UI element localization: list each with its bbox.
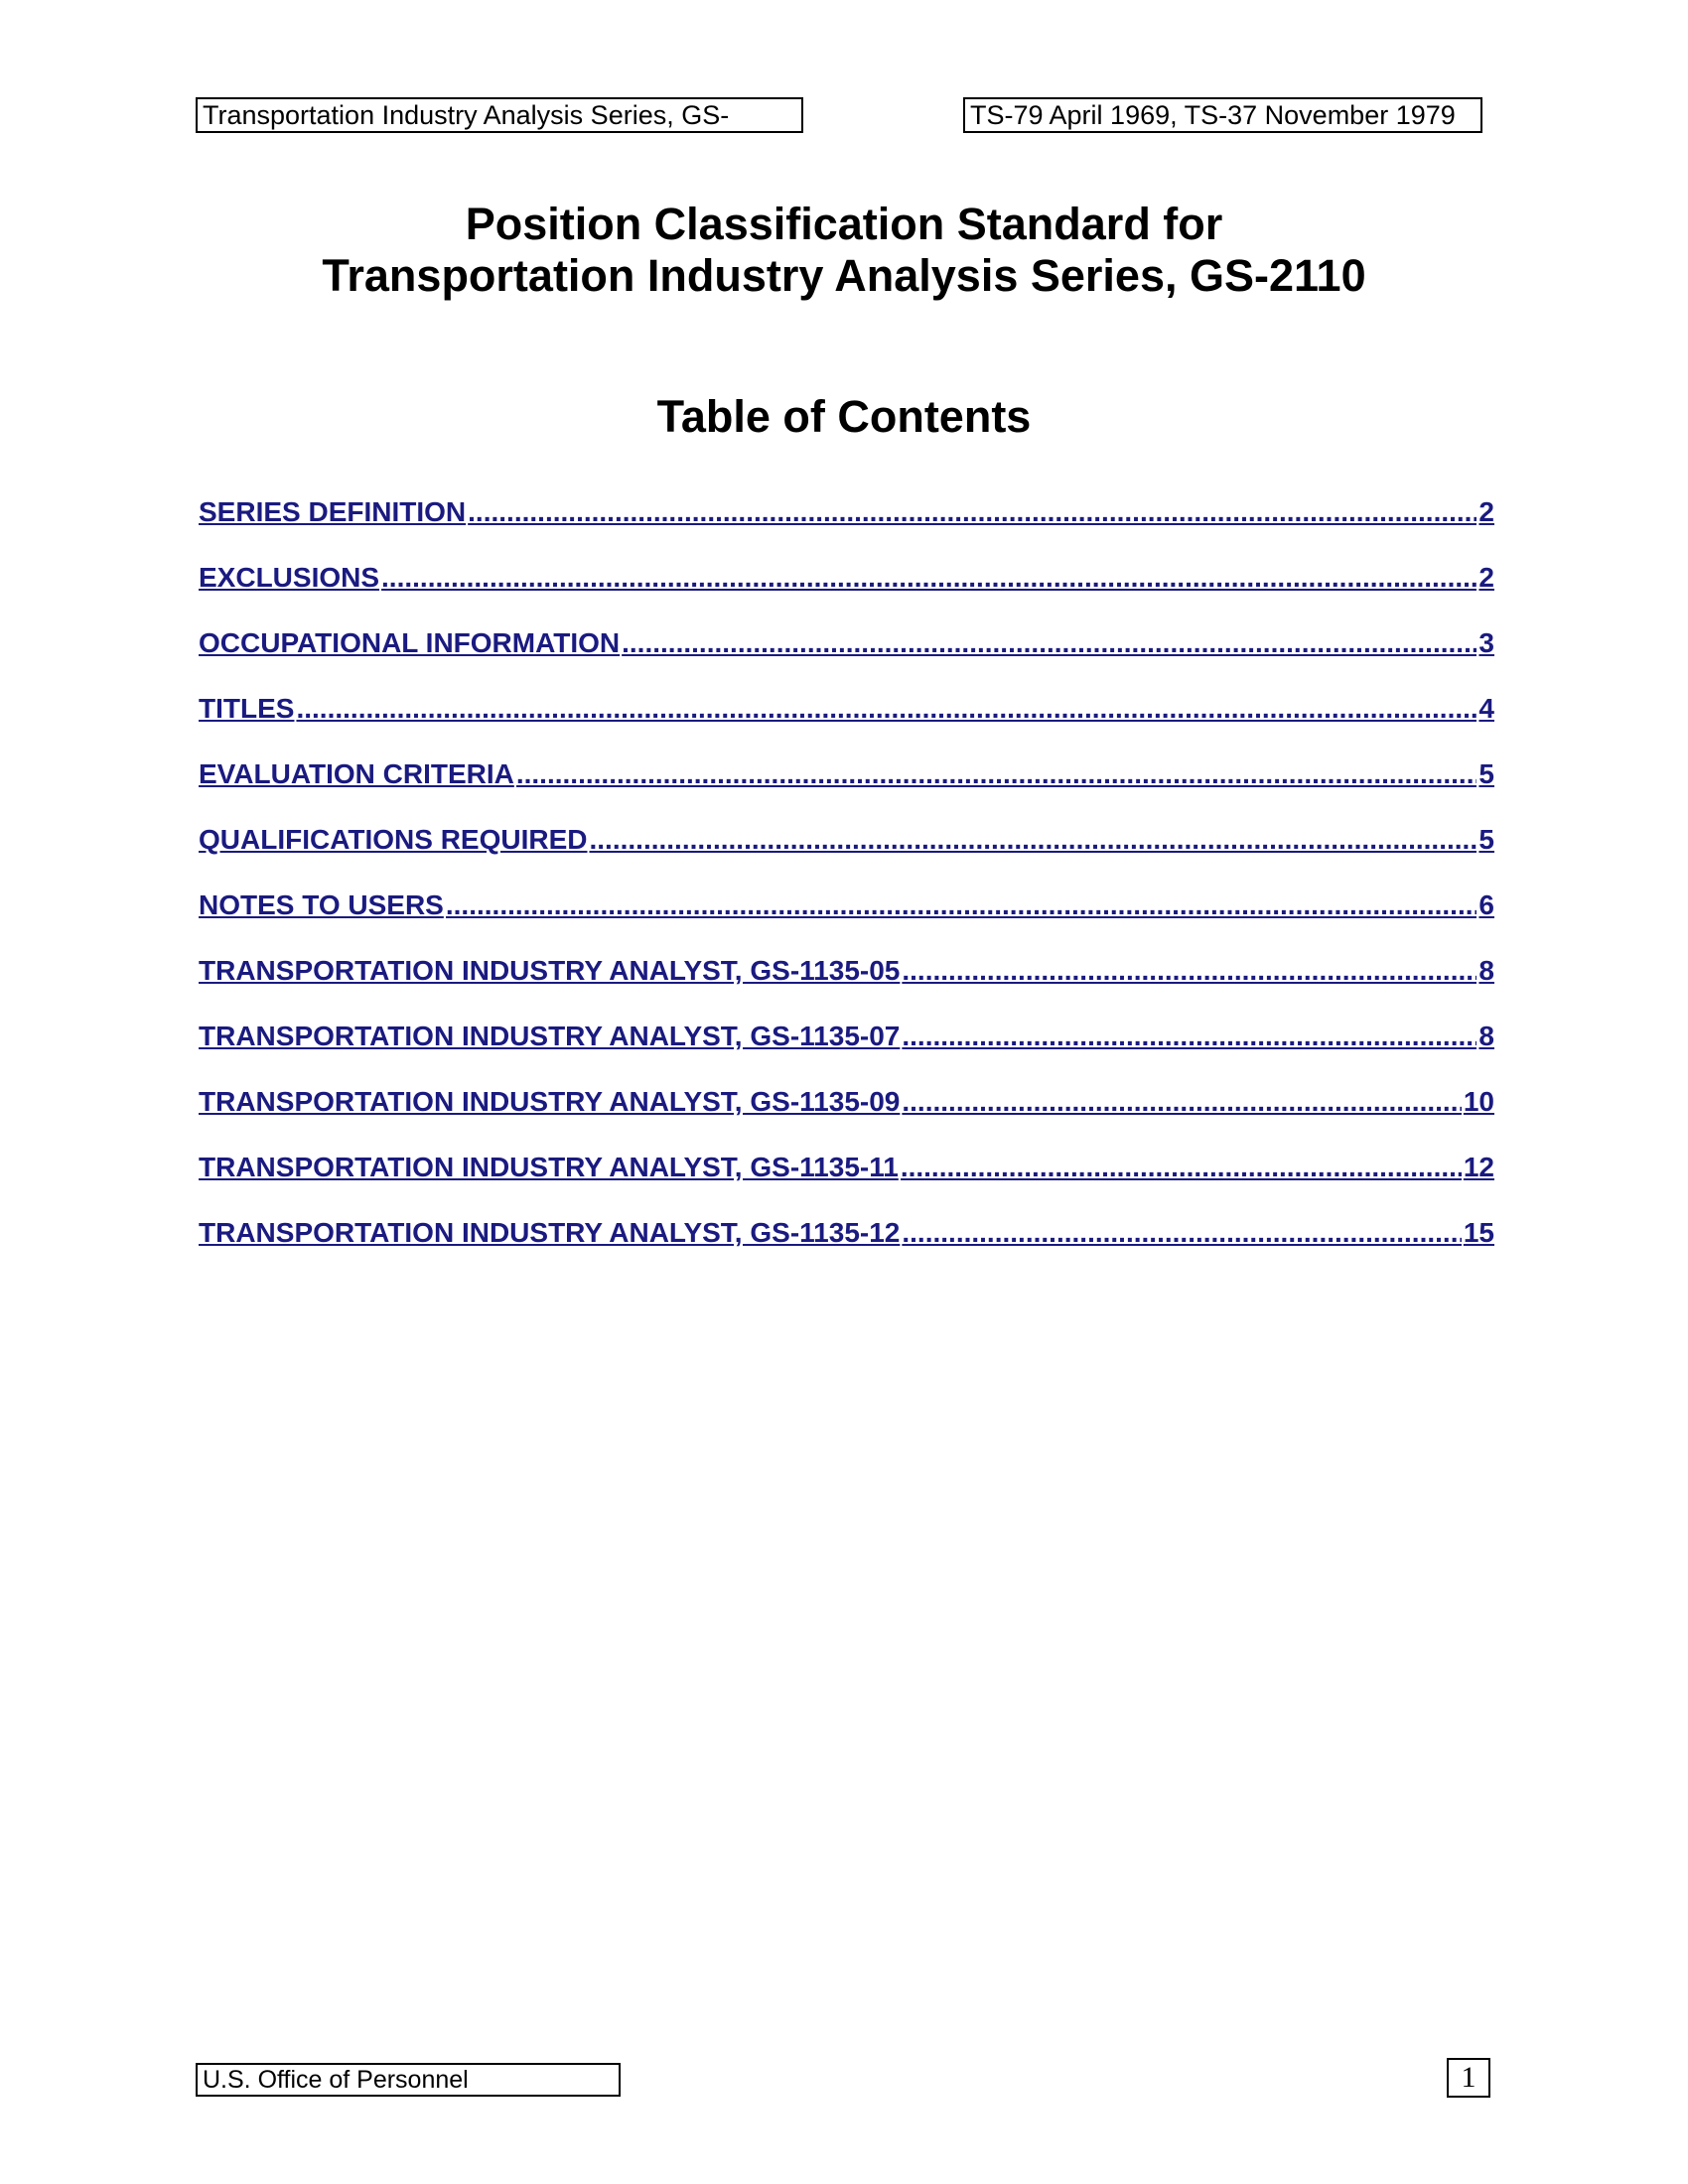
toc-dot-leader	[446, 886, 1477, 925]
toc-entry-label: TRANSPORTATION INDUSTRY ANALYST, GS-1135-05	[199, 955, 901, 986]
toc-dot-leader	[296, 689, 1477, 729]
toc-entry-page: 5	[1478, 758, 1494, 789]
toc-dot-leader	[622, 623, 1477, 663]
header-series-box: Transportation Industry Analysis Series, GS-	[196, 97, 803, 133]
toc-entry-label: SERIES DEFINITION	[199, 496, 467, 527]
toc-entry-label: TITLES	[199, 693, 295, 724]
toc-entry-qualifications-required[interactable]	[199, 820, 1494, 886]
toc-entry-page: 3	[1478, 627, 1494, 658]
toc-entry-page: 2	[1478, 496, 1494, 527]
toc-entry-page: 10	[1463, 1086, 1494, 1117]
toc-dot-leader	[902, 1213, 1461, 1253]
toc-entry-page: 4	[1478, 693, 1494, 724]
toc-entry-page: 2	[1478, 562, 1494, 593]
toc-entry-titles[interactable]	[199, 689, 1494, 754]
toc-entry-label: TRANSPORTATION INDUSTRY ANALYST, GS-1135-11	[199, 1152, 899, 1182]
toc-entry-analyst-gs-12[interactable]	[199, 1213, 1494, 1279]
toc-entry-label: OCCUPATIONAL INFORMATION	[199, 627, 621, 658]
toc-entry-page: 8	[1478, 955, 1494, 986]
header-date-box: TS-79 April 1969, TS-37 November 1979	[963, 97, 1482, 133]
toc-entry-notes-to-users[interactable]	[199, 886, 1494, 951]
toc-dot-leader	[902, 1017, 1477, 1056]
footer-agency-box: U.S. Office of Personnel	[196, 2063, 621, 2097]
toc-entry-exclusions[interactable]	[199, 558, 1494, 623]
toc-entry-occupational-information[interactable]	[199, 623, 1494, 689]
document-title-line2: Transportation Industry Analysis Series, GS-2110	[322, 250, 1366, 301]
toc-entry-analyst-gs-07[interactable]	[199, 1017, 1494, 1082]
footer-page-number: 1	[1447, 2058, 1490, 2098]
toc-dot-leader	[902, 1082, 1461, 1122]
toc-entry-label: TRANSPORTATION INDUSTRY ANALYST, GS-1135-07	[199, 1021, 901, 1051]
toc-dot-leader	[381, 558, 1477, 598]
toc-entry-analyst-gs-05[interactable]	[199, 951, 1494, 1017]
toc-entry-label: EXCLUSIONS	[199, 562, 380, 593]
toc-entry-page: 12	[1463, 1152, 1494, 1182]
toc-entry-label: QUALIFICATIONS REQUIRED	[199, 824, 588, 855]
toc-entry-page: 5	[1478, 824, 1494, 855]
toc-entry-series-definition[interactable]	[199, 492, 1494, 558]
toc-entry-page: 15	[1463, 1217, 1494, 1248]
document-title-line1: Position Classification Standard for	[465, 199, 1223, 249]
toc-entry-label: EVALUATION CRITERIA	[199, 758, 514, 789]
toc-dot-leader	[468, 492, 1477, 532]
table-of-contents	[199, 492, 1494, 1279]
toc-entry-label: TRANSPORTATION INDUSTRY ANALYST, GS-1135-12	[199, 1217, 901, 1248]
toc-dot-leader	[516, 754, 1477, 794]
toc-entry-analyst-gs-11[interactable]	[199, 1148, 1494, 1213]
toc-dot-leader	[902, 951, 1477, 991]
toc-entry-label: NOTES TO USERS	[199, 889, 444, 920]
toc-heading: Table of Contents	[656, 391, 1032, 442]
toc-entry-page: 6	[1478, 889, 1494, 920]
toc-dot-leader	[901, 1148, 1462, 1187]
toc-dot-leader	[589, 820, 1477, 860]
toc-entry-analyst-gs-09[interactable]	[199, 1082, 1494, 1148]
toc-entry-evaluation-criteria[interactable]	[199, 754, 1494, 820]
toc-entry-page: 8	[1478, 1021, 1494, 1051]
toc-entry-label: TRANSPORTATION INDUSTRY ANALYST, GS-1135-09	[199, 1086, 901, 1117]
